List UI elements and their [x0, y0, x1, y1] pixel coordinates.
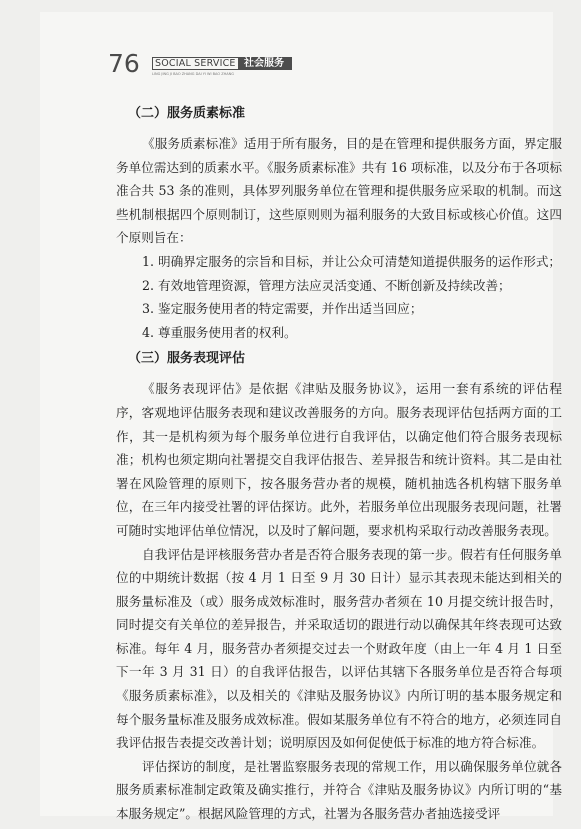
list-item: 2. 有效地管理资源，管理方法应灵活变通、不断创新及持续改善；	[142, 277, 511, 293]
page-number: 76	[108, 49, 140, 78]
logo-subtitle: LING JING JI BAO ZHANG DAI YI WI BAO ZHANG	[152, 72, 234, 76]
section-heading-quality-standards: （二）服务质素标准	[128, 106, 246, 121]
logo-english-title: SOCIAL SERVICE	[152, 57, 239, 70]
paragraph: 评估探访的制度，是社署监察服务表现的常规工作，用以确保服务单位就各服务质素标准制定政策及确实推行，并符合《津贴及服务协议》内所订明的“基本服务规定”。根据风险管理的方式，社署为各服务营办者抽选接受评	[116, 758, 562, 822]
series-logo	[152, 57, 292, 79]
paragraph: 自我评估是评核服务营办者是否符合服务表现的第一步。假若有任何服务单位的中期统计数据（按 4 月 1 日至 9 月 30 日计）显示其表现未能达到相关的服务量标准及（或）服务成效标准时，服务营办者须在 10 月提交统计报告时，同时提交有关单位的差异报告，并采取适切的跟进行动以确保其年终表现可达致标准。每年 4 月，服务营办者须提交过去一个财政年度（由上一年 4 月 1 日至下一年 3 月 31 日）的自我评估报告，以评估其辖下各服务单位是否符合每项《服务质素标准》，以及相关的《津贴及服务协议》内所订明的基本服务规定和每个服务量标准及服务成效标准。假如某服务单位有不符合的地方，必须连同自我评估报告表提交改善计划；说明原因及如何促使低于标准的地方符合标准。	[116, 546, 562, 751]
paragraph: 《服务表现评估》是依据《津贴及服务协议》，运用一套有系统的评估程序，客观地评估服务表现和建议改善服务的方向。服务表现评估包括两方面的工作，其一是机构须为每个服务单位进行自我评估，以确定他们符合服务表现标准；机构也须定期向社署提交自我评估报告、差异报告和统计资料。其二是由社署在风险管理的原则下，按各服务营办者的规模，随机抽选各机构辖下服务单位，在三年内接受社署的评估探访。此外，若服务单位出现服务表现问题，社署可随时实地评估单位情况，以及时了解问题，要求机构采取行动改善服务表现。	[116, 381, 562, 538]
list-item: 4. 尊重服务使用者的权利。	[142, 324, 297, 340]
section-heading-performance-assessment: （三）服务表现评估	[128, 351, 246, 367]
page-body	[116, 104, 562, 826]
book-page	[40, 12, 562, 822]
list-item: 3. 鉴定服务使用者的特定需要，并作出适当回应；	[142, 301, 423, 317]
list-item: 1. 明确界定服务的宗旨和目标，并让公众可清楚知道提供服务的运作形式；	[142, 253, 562, 269]
logo-chinese-title: 社会服务	[244, 58, 284, 69]
paragraph: 《服务质素标准》适用于所有服务，目的是在管理和提供服务方面，界定服务单位需达到的质素水平。《服务质素标准》共有 16 项标准，以及分布于各项标准合共 53 条的准则，具体罗列服务单位在管理和提供服务应采取的机制。而这些机制根据四个原则制订，这些原则则为福利服务的大致目标或核心价值。这四个原则旨在：	[116, 136, 562, 246]
